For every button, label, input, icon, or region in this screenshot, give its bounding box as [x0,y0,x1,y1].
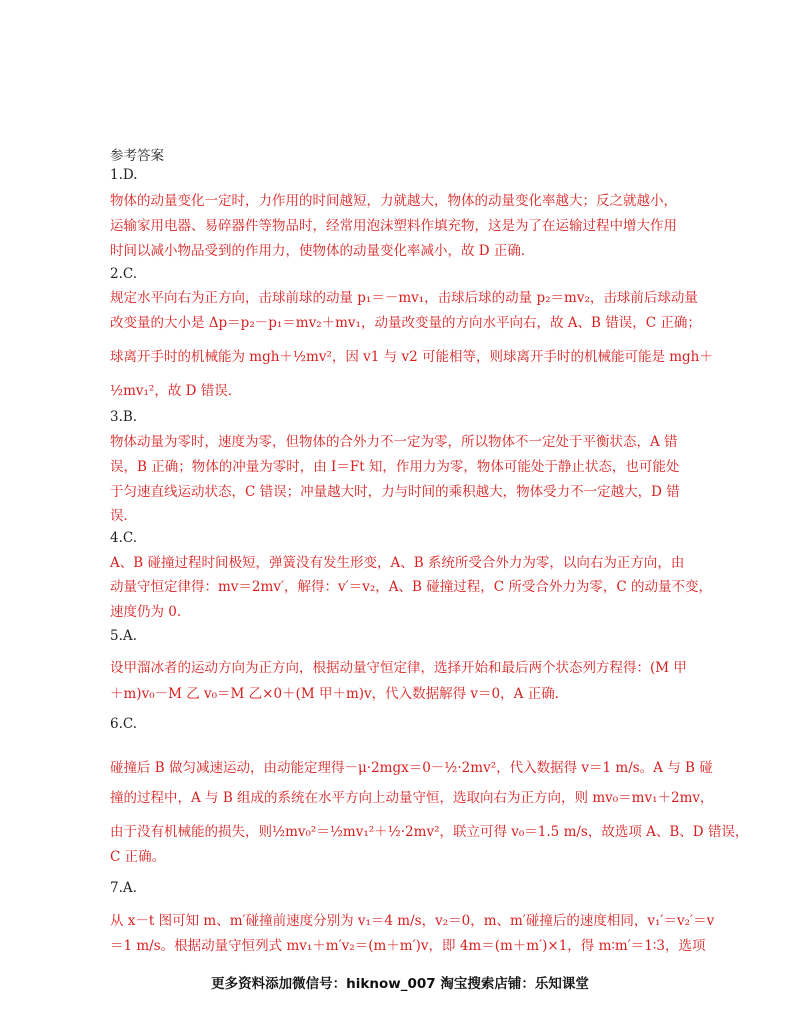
answer-line: 动量守恒定律得：mv＝2mv′，解得：v′＝v₂，A、B 碰撞过程，C 所受合外力为零，C 的动量不变， [110,579,712,595]
answer-line: 速度仍为 0. [110,604,182,620]
answer-line: 误，B 正确；物体的冲量为零时，由 I＝Ft 知，作用力为零，物体可能处于静止状态，也可能处 [110,459,680,475]
answer-number-2: 2.C. [110,266,138,282]
answer-line: A、B 碰撞过程时间极短，弹簧没有发生形变，A、B 系统所受合外力为零，以向右为正方向，由 [110,555,685,571]
answer-number-6: 6.C. [110,716,138,732]
answer-number-5: 5.A. [110,628,137,644]
document-heading: 参考答案 [110,148,164,164]
answer-line: C 正确。 [110,849,166,865]
answer-line: 于匀速直线运动状态，C 错误；冲量越大时，力与时间的乘积越大，物体受力不一定越大，D 错 [110,484,680,500]
answer-line: 改变量的大小是 Δp＝p₂－p₁＝mv₂＋mv₁，动量改变量的方向水平向右，故 A、B 错误，C 正确； [110,315,701,331]
answer-line: ½mv₁²，故 D 错误． [110,383,242,399]
answer-line: 规定水平向右为正方向，击球前球的动量 p₁＝－mv₁，击球后球的动量 p₂＝mv₂，击球前后球动量 [110,290,698,306]
answer-line: 误． [110,508,137,524]
answer-line: 由于没有机械能的损失，则½mv₀²＝½mv₁²＋½·2mv²，联立可得 v₀＝1.5 m/s，故选项 A、B、D 错误， [110,824,749,840]
answer-line: 设甲溜冰者的运动方向为正方向，根据动量守恒定律，选择开始和最后两个状态列方程得：(M 甲 [110,660,687,676]
answer-line: ＋m)v₀－M 乙 v₀＝M 乙×0＋(M 甲＋m)v，代入数据解得 v＝0，A 正确． [110,686,569,702]
answer-line: ＝1 m/s。根据动量守恒列式 mv₁＋m′v₂＝(m＋m′)v，即 4m＝(m＋m′)×1，得 m∶m′＝1∶3，选项 [110,938,706,954]
answer-line: 球离开手时的机械能为 mgh＋½mv²，因 v1 与 v2 可能相等，则球离开手时的机械能可能是 mgh＋ [110,349,713,365]
answer-number-4: 4.C. [110,530,138,546]
answer-line: 物体的动量变化一定时，力作用的时间越短，力就越大，物体的动量变化率越大；反之就越小， [110,193,677,209]
answer-line: 撞的过程中，A 与 B 组成的系统在水平方向上动量守恒，选取向右为正方向，则 mv₀＝mv₁＋2mv， [110,790,714,806]
answer-number-7: 7.A. [110,880,137,896]
answer-number-1: 1.D. [110,167,138,183]
answer-line: 运输家用电器、易碎器件等物品时，经常用泡沫塑料作填充物，这是为了在运输过程中增大作用 [110,218,677,234]
answer-line: 从 x－t 图可知 m、m′碰撞前速度分别为 v₁＝4 m/s，v₂＝0，m、m′碰撞后的速度相同，v₁′＝v₂′＝v [110,913,715,929]
answer-line: 碰撞后 B 做匀减速运动，由动能定理得－μ·2mgx＝0－½·2mv²，代入数据得 v＝1 m/s。A 与 B 碰 [110,760,713,776]
answer-line: 时间以减小物品受到的作用力，使物体的动量变化率减小，故 D 正确． [110,243,535,259]
answer-line: 物体动量为零时，速度为零，但物体的合外力不一定为零，所以物体不一定处于平衡状态，A 错 [110,434,678,450]
answer-number-3: 3.B. [110,409,138,425]
footer-text: 更多资料添加微信号：hiknow_007 淘宝搜索店铺：乐知课堂 [211,976,589,992]
